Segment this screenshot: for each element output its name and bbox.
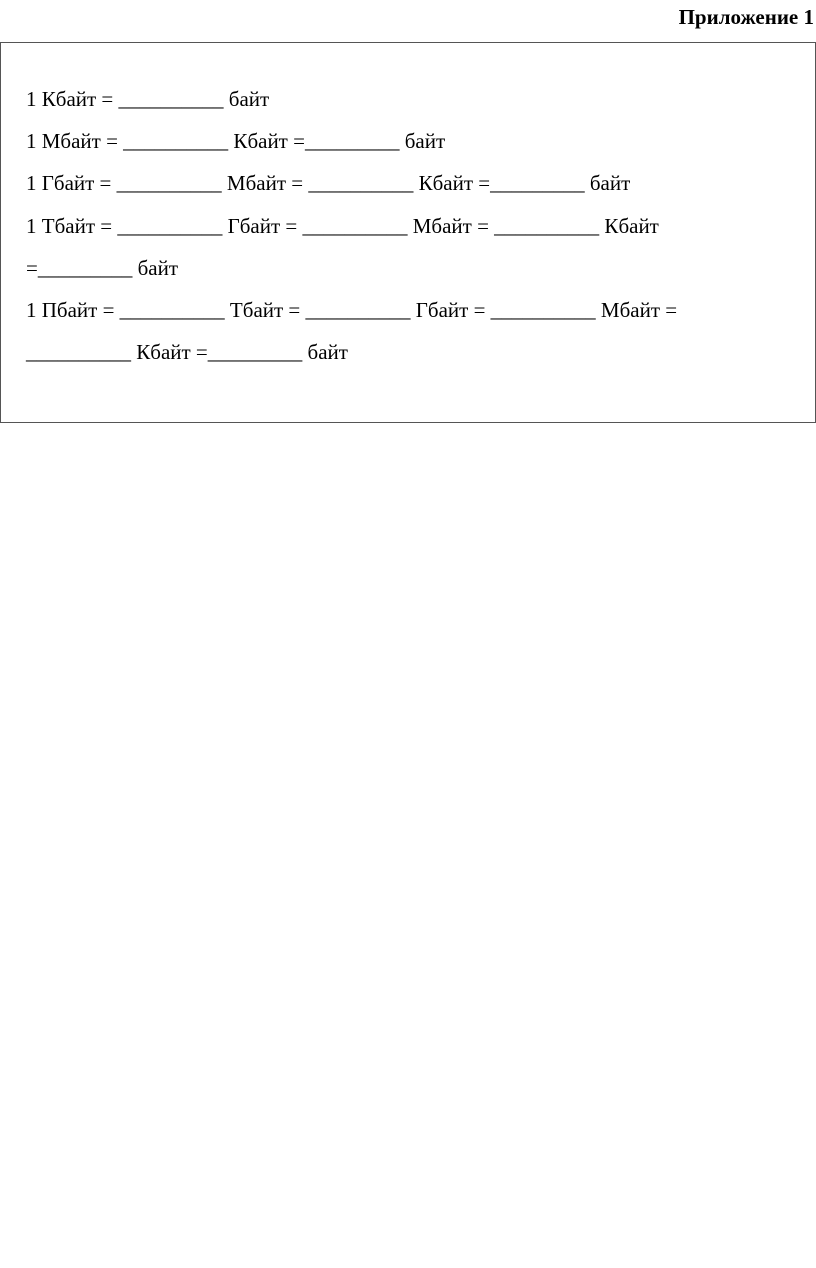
exercise-line-gb: 1 Гбайт = __________ Мбайт = __________ Кбайт =_________ байт — [26, 171, 631, 196]
exercise-line-tb: 1 Тбайт = __________ Гбайт = __________ Мбайт = __________ Кбайт — [26, 213, 659, 238]
exercise-line-mb: 1 Мбайт = __________ Кбайт =_________ байт — [26, 129, 446, 154]
exercise-lines — [26, 87, 786, 382]
exercise-line-kb: 1 Кбайт = __________ байт — [26, 87, 270, 111]
exercise-box — [0, 42, 816, 423]
exercise-line-pb-continued: __________ Кбайт =_________ байт — [26, 340, 348, 365]
exercise-line-pb: 1 Пбайт = __________ Тбайт = __________ Гбайт = __________ Мбайт = — [26, 297, 678, 322]
appendix-title: Приложение 1 — [678, 5, 814, 29]
exercise-line-tb-continued: =_________ байт — [26, 255, 179, 280]
